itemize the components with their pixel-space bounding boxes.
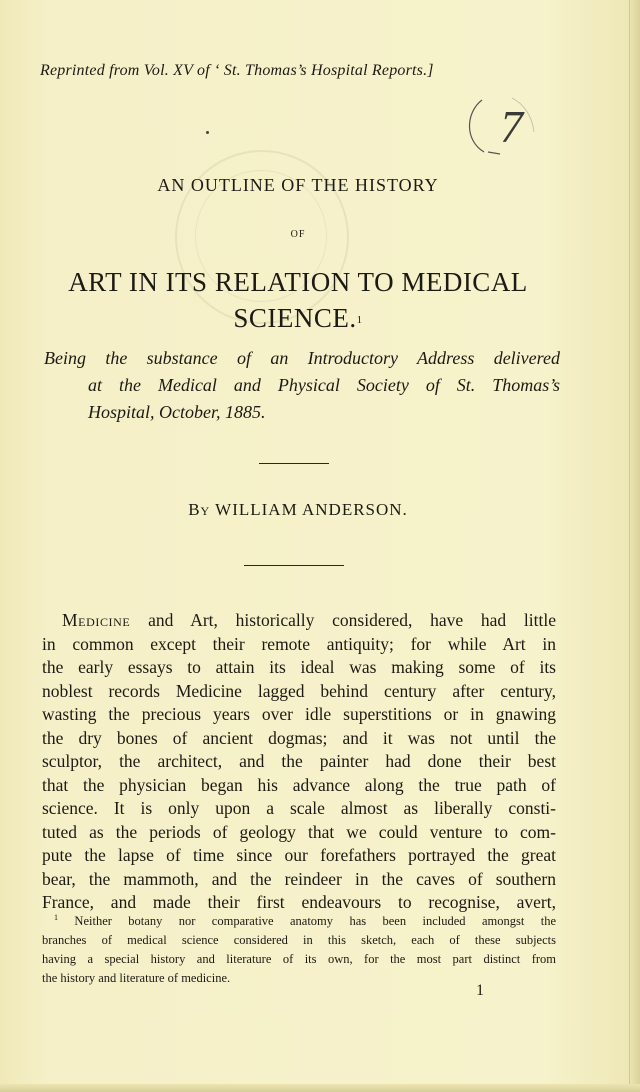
divider-short xyxy=(259,463,329,464)
handwritten-number: 7 xyxy=(500,101,523,152)
body-paragraph xyxy=(42,609,556,915)
author-name: WILLIAM ANDERSON. xyxy=(215,500,408,519)
footnote-mark: 1 xyxy=(54,913,58,922)
footnote-line: branches of medical science considered in this sketch, each of these subjects xyxy=(42,933,556,948)
footnote xyxy=(42,908,556,988)
body-line: tuted as the periods of geology that we could venture to com- xyxy=(42,821,556,842)
page-edge-right xyxy=(629,0,640,1092)
main-title-line-1: ART IN ITS RELATION TO MEDICAL xyxy=(68,267,528,297)
title-connector: OF xyxy=(290,229,306,240)
body-line: sculptor, the architect, and the painter had done their best xyxy=(42,751,556,771)
divider-long xyxy=(244,565,344,566)
main-title xyxy=(0,264,596,336)
body-line: bear, the mammoth, and the reindeer in the caves of southern xyxy=(42,868,556,889)
body-line: noblest records Medicine lagged behind century after century, xyxy=(42,680,556,701)
body-line: the early essays to attain its ideal was making some of its xyxy=(42,657,556,677)
ink-dot xyxy=(206,131,209,134)
body-line: pute the lapse of time since our forefathers portrayed the great xyxy=(42,845,556,865)
body-line: wasting the precious years over idle superstitions or in gnawing xyxy=(42,704,556,724)
page-edge-bottom xyxy=(0,1084,640,1092)
body-line: the dry bones of ancient dogmas; and it was not until the xyxy=(42,727,556,748)
footnote-line: having a special history and literature of its own, for the most part distinct from xyxy=(42,952,556,967)
subtitle xyxy=(44,345,560,426)
body-line: that the physician began his advance along the true path of xyxy=(42,774,556,795)
page-number: 1 xyxy=(476,982,484,999)
subtitle-line: Hospital, October, 1885. xyxy=(88,402,266,422)
outline-title: AN OUTLINE OF THE HISTORY xyxy=(157,175,439,195)
main-title-line-2-text: SCIENCE. xyxy=(233,303,357,333)
body-line-text: and Art, historically considered, have had little xyxy=(148,610,556,630)
subtitle-line: at the Medical and Physical Society of St. Thomas’s xyxy=(88,375,560,395)
footnote-line: the history and literature of medicine. xyxy=(42,971,231,986)
body-first-word: Medicine xyxy=(62,610,131,630)
body-line: in common except their remote antiquity; for while Art in xyxy=(42,633,556,654)
handwritten-catalog-mark xyxy=(460,82,550,160)
body-line: science. It is only upon a scale almost as liberally consti- xyxy=(42,798,556,818)
title-footnote-mark: 1 xyxy=(356,314,363,326)
body-line xyxy=(42,609,556,633)
body-line: France, and made their first endeavours to recognise, avert, xyxy=(42,892,556,912)
footnote-line xyxy=(42,908,556,931)
author-line xyxy=(0,500,596,520)
reprint-note: Reprinted from Vol. XV of ‘ St. Thomas’s Hospital Reports.] xyxy=(40,62,434,79)
author-by: By xyxy=(188,500,211,519)
footnote-line-text: Neither botany nor comparative anatomy has been included amongst the xyxy=(74,914,557,929)
main-title-line-2 xyxy=(0,300,596,336)
subtitle-line: Being the substance of an Introductory Address delivered xyxy=(44,348,560,368)
